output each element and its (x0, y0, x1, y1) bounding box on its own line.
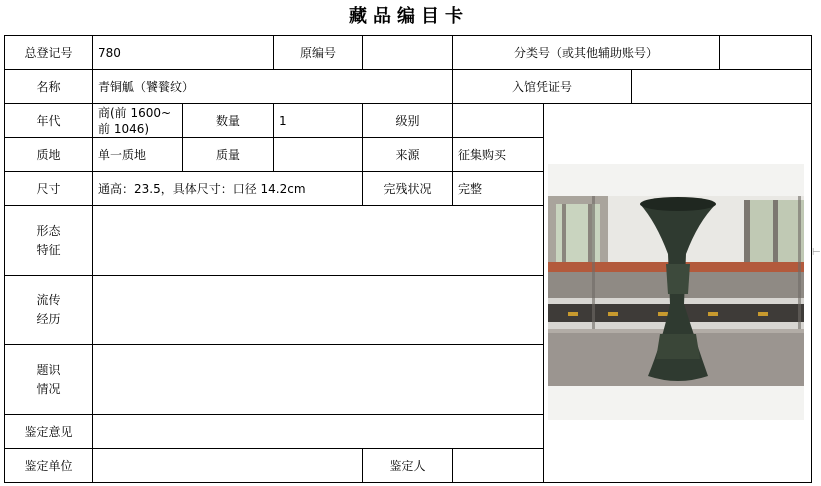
size-label: 尺寸 (36, 181, 61, 196)
category-number-value[interactable] (720, 36, 811, 69)
inscription-label (5, 345, 92, 414)
size-value[interactable]: 通高：23.5，具体尺寸：口径 14.2cm (98, 181, 306, 196)
original-number-label: 原编号 (299, 45, 336, 60)
weight-label: 质量 (215, 147, 240, 162)
bronze-vessel-image (548, 164, 804, 420)
appraisal-unit-label: 鉴定单位 (24, 458, 73, 473)
era-value[interactable] (93, 104, 182, 137)
transmission-history-label-2: 经历 (36, 312, 61, 326)
transmission-history-value[interactable] (93, 276, 543, 344)
voucher-number-value[interactable] (632, 70, 811, 103)
weight-value[interactable] (274, 138, 362, 171)
level-label: 级别 (395, 113, 420, 128)
category-number-label: 分类号（或其他辅助账号） (513, 45, 658, 60)
edge-marker: ⊢ (812, 247, 821, 258)
era-value-line2: 前 1046) (98, 121, 150, 136)
transmission-history-label (5, 276, 92, 344)
quantity-value[interactable]: 1 (279, 113, 287, 128)
name-label: 名称 (36, 79, 61, 94)
condition-label: 完残状况 (383, 181, 432, 196)
card-title: 藏品编目卡 (349, 6, 469, 27)
appraiser-label: 鉴定人 (389, 458, 426, 473)
source-label: 来源 (395, 147, 420, 162)
era-label: 年代 (36, 113, 61, 128)
source-value[interactable]: 征集购买 (458, 147, 507, 162)
artifact-photo[interactable] (548, 164, 804, 420)
quantity-label: 数量 (215, 113, 240, 128)
form-features-label-1: 形态 (36, 223, 61, 238)
reg-number-value[interactable]: 780 (98, 45, 121, 60)
voucher-number-label: 入馆凭证号 (511, 79, 572, 94)
inscription-label-2: 情况 (36, 381, 61, 396)
inscription-label-1: 题识 (36, 362, 61, 377)
form-features-label (5, 206, 92, 275)
material-value[interactable]: 单一质地 (98, 147, 147, 162)
appraisal-unit-value[interactable] (93, 449, 362, 482)
form-features-label-2: 特征 (36, 242, 61, 257)
reg-number-label: 总登记号 (24, 45, 73, 60)
name-value[interactable]: 青铜觚（饕餮纹） (98, 79, 195, 94)
condition-value[interactable]: 完整 (458, 181, 483, 196)
appraisal-opinion-label: 鉴定意见 (24, 424, 73, 439)
level-value[interactable] (453, 104, 543, 137)
appraisal-opinion-value[interactable] (93, 415, 543, 448)
original-number-value[interactable] (363, 36, 452, 69)
inscription-value[interactable] (93, 345, 543, 414)
appraiser-value[interactable] (453, 449, 543, 482)
material-label: 质地 (36, 147, 61, 162)
form-features-value[interactable] (93, 206, 543, 275)
transmission-history-label-1: 流传 (36, 293, 61, 307)
era-value-line1: 商(前 1600~ (98, 105, 172, 120)
